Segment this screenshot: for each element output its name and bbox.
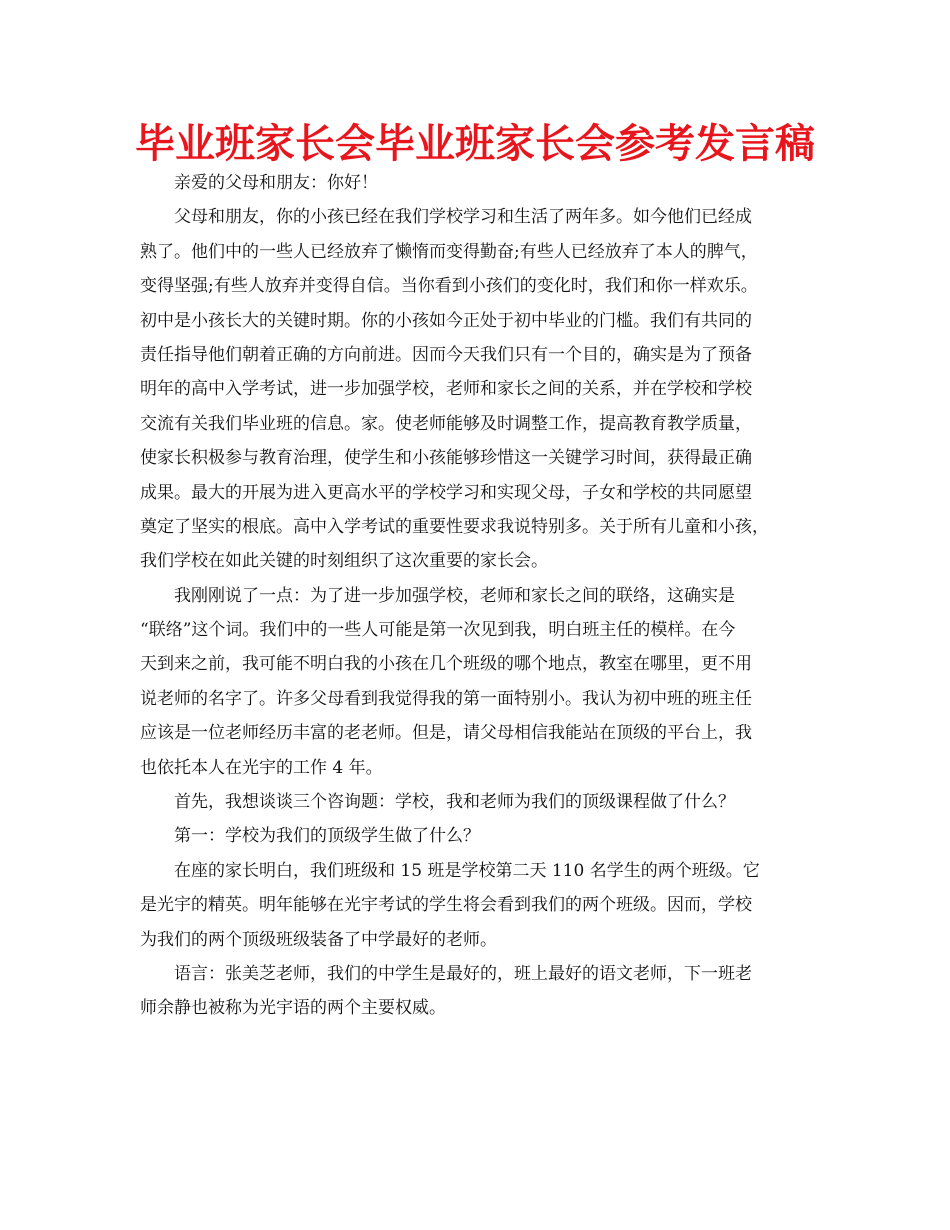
text-line: 第一：学校为我们的顶级学生做了什么？ bbox=[174, 826, 480, 847]
text-line: 是光宇的精英。明年能够在光宇考试的学生将会看到我们的两个班级。因而，学校 bbox=[140, 895, 752, 916]
text-line: 熟了。他们中的一些人已经放弃了懒惰而变得勤奋;有些人已经放弃了本人的脾气， bbox=[140, 241, 758, 262]
text-line: 奠定了坚实的根底。高中入学考试的重要性要求我说特别多。关于所有儿童和小孩， bbox=[140, 516, 769, 537]
text-line: 变得坚强;有些人放弃并变得自信。当你看到小孩们的变化时，我们和你一样欢乐。 bbox=[140, 276, 758, 297]
text-line: 首先，我想谈谈三个咨询题：学校，我和老师为我们的顶级课程做了什么？ bbox=[174, 792, 735, 813]
text-line: 责任指导他们朝着正确的方向前进。因而今天我们只有一个目的，确实是为了预备 bbox=[140, 344, 752, 365]
text-line: 说老师的名字了。许多父母看到我觉得我的第一面特别小。我认为初中班的班主任 bbox=[140, 688, 752, 709]
text-line: 也依托本人在光宇的工作 4 年。 bbox=[140, 757, 383, 778]
text-line: 为我们的两个顶级班级装备了中学最好的老师。 bbox=[140, 929, 497, 950]
text-line: 父母和朋友，你的小孩已经在我们学校学习和生活了两年多。如今他们已经成 bbox=[174, 207, 752, 228]
text-line: 成果。最大的开展为进入更高水平的学校学习和实现父母，子女和学校的共同愿望 bbox=[140, 482, 752, 503]
text-line: 我刚刚说了一点：为了进一步加强学校，老师和家长之间的联络，这确实是 bbox=[174, 585, 735, 606]
document-title: 毕业班家长会毕业班家长会参考发言稿 bbox=[135, 121, 815, 167]
text-line: 在座的家长明白，我们班级和 15 班是学校第二天 110 名学生的两个班级。它 bbox=[174, 860, 760, 881]
text-line: 师余静也被称为光宇语的两个主要权威。 bbox=[140, 998, 446, 1019]
document-body bbox=[140, 166, 814, 1026]
text-line: 明年的高中入学考试，进一步加强学校，老师和家长之间的关系，并在学校和学校 bbox=[140, 379, 752, 400]
text-line: 使家长积极参与教育治理，使学生和小孩能够珍惜这一关键学习时间，获得最正确 bbox=[140, 448, 752, 469]
text-line: 应该是一位老师经历丰富的老老师。但是，请父母相信我能站在顶级的平台上，我 bbox=[140, 723, 752, 744]
text-line: 交流有关我们毕业班的信息。家。使老师能够及时调整工作，提高教育教学质量， bbox=[140, 413, 752, 434]
text-line: “联络”这个词。我们中的一些人可能是第一次见到我，明白班主任的模样。在今 bbox=[140, 620, 736, 641]
text-line: 天到来之前，我可能不明白我的小孩在几个班级的哪个地点，教室在哪里，更不用 bbox=[140, 654, 752, 675]
text-line: 初中是小孩长大的关键时期。你的小孩如今正处于初中毕业的门槛。我们有共同的 bbox=[140, 310, 752, 331]
text-line: 我们学校在如此关键的时刻组织了这次重要的家长会。 bbox=[140, 551, 548, 572]
text-line: 亲爱的父母和朋友：你好！ bbox=[174, 173, 378, 193]
text-line: 语言：张美芝老师，我们的中学生是最好的，班上最好的语文老师，下一班老 bbox=[174, 963, 752, 984]
